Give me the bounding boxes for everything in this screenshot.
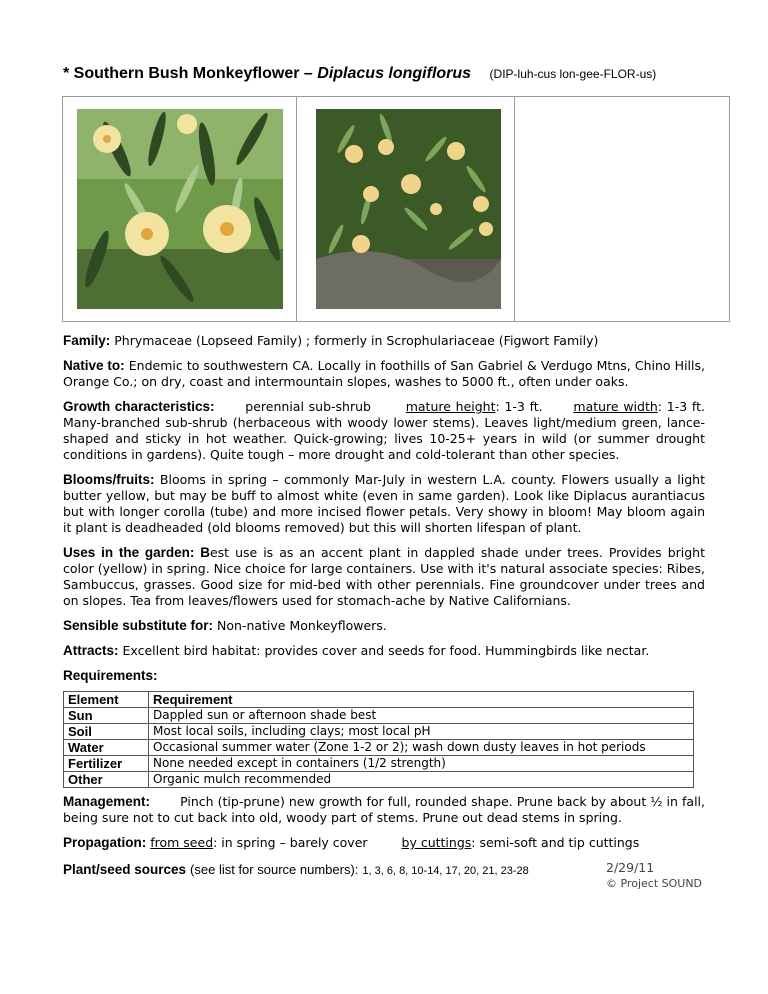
header-requirement: Requirement	[149, 692, 694, 708]
photo-cell-1	[63, 97, 297, 321]
management-text: Pinch (tip-prune) new growth for full, rounded shape. Prune back by about ½ in fall, being sure not to cut back into old, woody part of stems. Prune out dead stems in spring.	[63, 794, 705, 825]
management-section	[63, 794, 705, 826]
element-cell: Other	[64, 772, 149, 788]
mature-height-label: mature height	[405, 399, 496, 414]
native-text: Endemic to southwestern CA. Locally in foothills of San Gabriel & Verdugo Mtns, Chino Hills, Orange Co.; on dry, coast and intermountain slopes, washes to 5000 ft., often under oaks.	[63, 358, 705, 389]
requirements-label: Requirements:	[63, 668, 158, 683]
title-dash: –	[303, 65, 313, 82]
uses-section	[63, 545, 705, 609]
requirements-section	[63, 668, 705, 684]
from-seed-text: : in spring – barely cover	[213, 835, 368, 850]
table-header-row	[64, 692, 694, 708]
uses-text: est use is as an accent plant in dappled shade under trees. Provides bright color (yellow) in spring. Nice choice for large containers. Use with it's natural associate species: Ribes, Sambuccus, grasses. Good size for mid-bed with other perennials. Fine groundcover under trees and on slopes. Tea from leaves/flowers used for stomach-ache by Native Californians.	[63, 545, 705, 608]
propagation-label: Propagation:	[63, 835, 147, 850]
common-name: * Southern Bush Monkeyflower	[63, 65, 300, 82]
management-label: Management:	[63, 794, 151, 809]
photo-cell-empty	[515, 97, 729, 321]
blooms-text: Blooms in spring – commonly Mar-July in western L.A. county. Flowers usually a light butter yellow, but may be buff to almost white (even in same garden). Look like Diplacus aurantiacus but with longer corolla (tube) and more incised flower petals. Very showy in bloom! May bloom again it plant is deadheaded (old blooms removed) but this will shorten lifespan of plant.	[63, 472, 705, 535]
growth-section	[63, 399, 705, 463]
native-section	[63, 358, 705, 390]
requirements-table	[63, 691, 694, 788]
photo-table	[62, 96, 730, 322]
substitute-section	[63, 618, 705, 634]
family-text: Phrymaceae (Lopseed Family) ; formerly in Scrophulariaceae (Figwort Family)	[114, 333, 599, 348]
element-cell: Sun	[64, 708, 149, 724]
table-row	[64, 756, 694, 772]
family-label: Family:	[63, 333, 111, 348]
attracts-section	[63, 643, 705, 659]
propagation-section	[63, 835, 705, 851]
sources-numbers: 1, 3, 6, 8, 10-14, 17, 20, 21, 23-28	[362, 865, 529, 877]
pronunciation: (DIP-luh-cus lon-gee-FLOR-us)	[489, 67, 657, 81]
substitute-text: Non-native Monkeyflowers.	[217, 618, 387, 633]
element-cell: Fertilizer	[64, 756, 149, 772]
requirement-cell: Organic mulch recommended	[149, 772, 694, 788]
element-cell: Water	[64, 740, 149, 756]
by-cuttings-label: by cuttings	[401, 835, 472, 850]
table-row	[64, 724, 694, 740]
blooms-label: Blooms/fruits:	[63, 472, 155, 487]
attracts-text: Excellent bird habitat: provides cover and seeds for food. Hummingbirds like nectar.	[122, 643, 650, 658]
sources-line	[63, 862, 529, 879]
latin-name: Diplacus longiflorus	[317, 65, 472, 82]
by-cuttings-text: : semi-soft and tip cuttings	[471, 835, 640, 850]
requirement-cell: Most local soils, including clays; most local pH	[149, 724, 694, 740]
requirement-cell: Occasional summer water (Zone 1-2 or 2); wash down dusty leaves in hot periods	[149, 740, 694, 756]
copyright: © Project SOUND	[606, 877, 703, 890]
growth-text: Many-branched sub-shrub (herbaceous with woody lower stems). Leaves light/medium green, lance-shaped and sticky in hot weather. Quick-growing; lives 10-25+ years in wild (or summer drought conditions in gardens). Quite tough – more drought and cold-tolerant than other species.	[63, 415, 705, 462]
native-label: Native to:	[63, 358, 125, 373]
mature-height-value: : 1-3 ft.	[495, 399, 543, 414]
sources-paren: (see list for source numbers):	[190, 862, 359, 877]
sources-label: Plant/seed sources	[63, 862, 187, 877]
page-title	[63, 65, 723, 83]
flower-closeup-photo	[77, 109, 283, 309]
blooms-section	[63, 472, 705, 536]
sources-section	[63, 860, 705, 892]
attracts-label: Attracts:	[63, 643, 119, 658]
mature-width-label: mature width	[573, 399, 658, 414]
photo-cell-2	[297, 97, 515, 321]
requirement-cell: None needed except in containers (1/2 strength)	[149, 756, 694, 772]
substitute-label: Sensible substitute for:	[63, 618, 214, 633]
shrub-habit-photo	[316, 109, 501, 309]
table-row	[64, 708, 694, 724]
requirement-cell: Dappled sun or afternoon shade best	[149, 708, 694, 724]
document-date: 2/29/11	[606, 860, 655, 875]
table-row	[64, 772, 694, 788]
mature-width-value: : 1-3 ft.	[657, 399, 705, 414]
fact-sheet-body	[63, 333, 705, 892]
growth-label: Growth characteristics:	[63, 399, 215, 414]
growth-form: perennial sub-shrub	[245, 399, 371, 414]
uses-label: Uses in the garden: B	[63, 545, 210, 560]
from-seed-label: from seed	[150, 835, 214, 850]
table-row	[64, 740, 694, 756]
family-section	[63, 333, 705, 349]
element-cell: Soil	[64, 724, 149, 740]
header-element: Element	[64, 692, 149, 708]
